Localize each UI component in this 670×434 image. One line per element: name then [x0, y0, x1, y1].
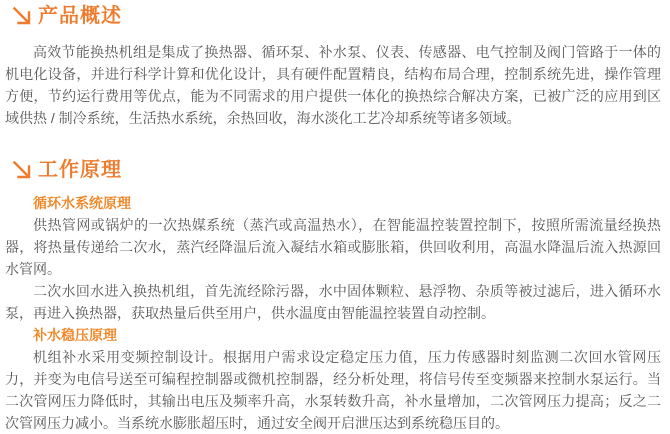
subsection-heading-water-makeup-pressure: 补水稳压原理: [33, 327, 117, 343]
body-paragraph: 二次水回水进入换热机组，首先流经除污器，水中固体颗粒、悬浮物、杂质等被过滤后，进入循环水泵，再进入换热器，获取热量后供至用户，供水温度由智能温控装置自动控制。: [5, 283, 661, 321]
body-paragraph: 高效节能换热机组是集成了换热器、循环泵、补水泵、仪表、传感器、电气控制及阀门管路于一体的机电化设备，并进行科学计算和优化设计，具有硬件配置精良，结构布局合理，控制系统先进，操作管理方便，节约运行费用等优点，能为不同需求的用户提供一体化的换热综合解决方案，已被广泛的应用到区域供热 / 制冷系统，生活热水系统，余热回收，海水淡化工艺冷却系统等诸多领域。: [5, 44, 661, 126]
section-heading-product-overview: [5, 3, 661, 29]
section-heading-working-principle: [5, 157, 661, 183]
section-title: 工作原理: [38, 159, 122, 181]
body-paragraph: 机组补水采用变频控制设计。根据用户需求设定稳定压力值，压力传感器时刻监测二次回水管网压力，并变为电信号送至可编程控制器或微机控制器，经分析处理，将信号传至变频器来控制水泵运行。当二次管网压力降低时，其输出电压及频率升高，水泵转数升高，补水量增加，二次管网压力提高；反之二次管网压力减小。当系统水膨胀超压时，通过安全阀开启泄压达到系统稳压目的。: [5, 349, 661, 431]
arrow-down-right-icon: [11, 5, 33, 27]
section-title: 产品概述: [38, 5, 122, 27]
arrow-down-right-icon: [11, 159, 33, 181]
body-paragraph: 供热管网或锅炉的一次热媒系统（蒸汽或高温热水），在智能温控装置控制下，按照所需流量经换热器，将热量传递给二次水，蒸汽经降温后流入凝结水箱或膨胀箱，供回收利用，高温水降温后流入热源回水管网。: [5, 217, 661, 277]
subsection-heading-circulating-water: 循环水系统原理: [33, 195, 131, 211]
